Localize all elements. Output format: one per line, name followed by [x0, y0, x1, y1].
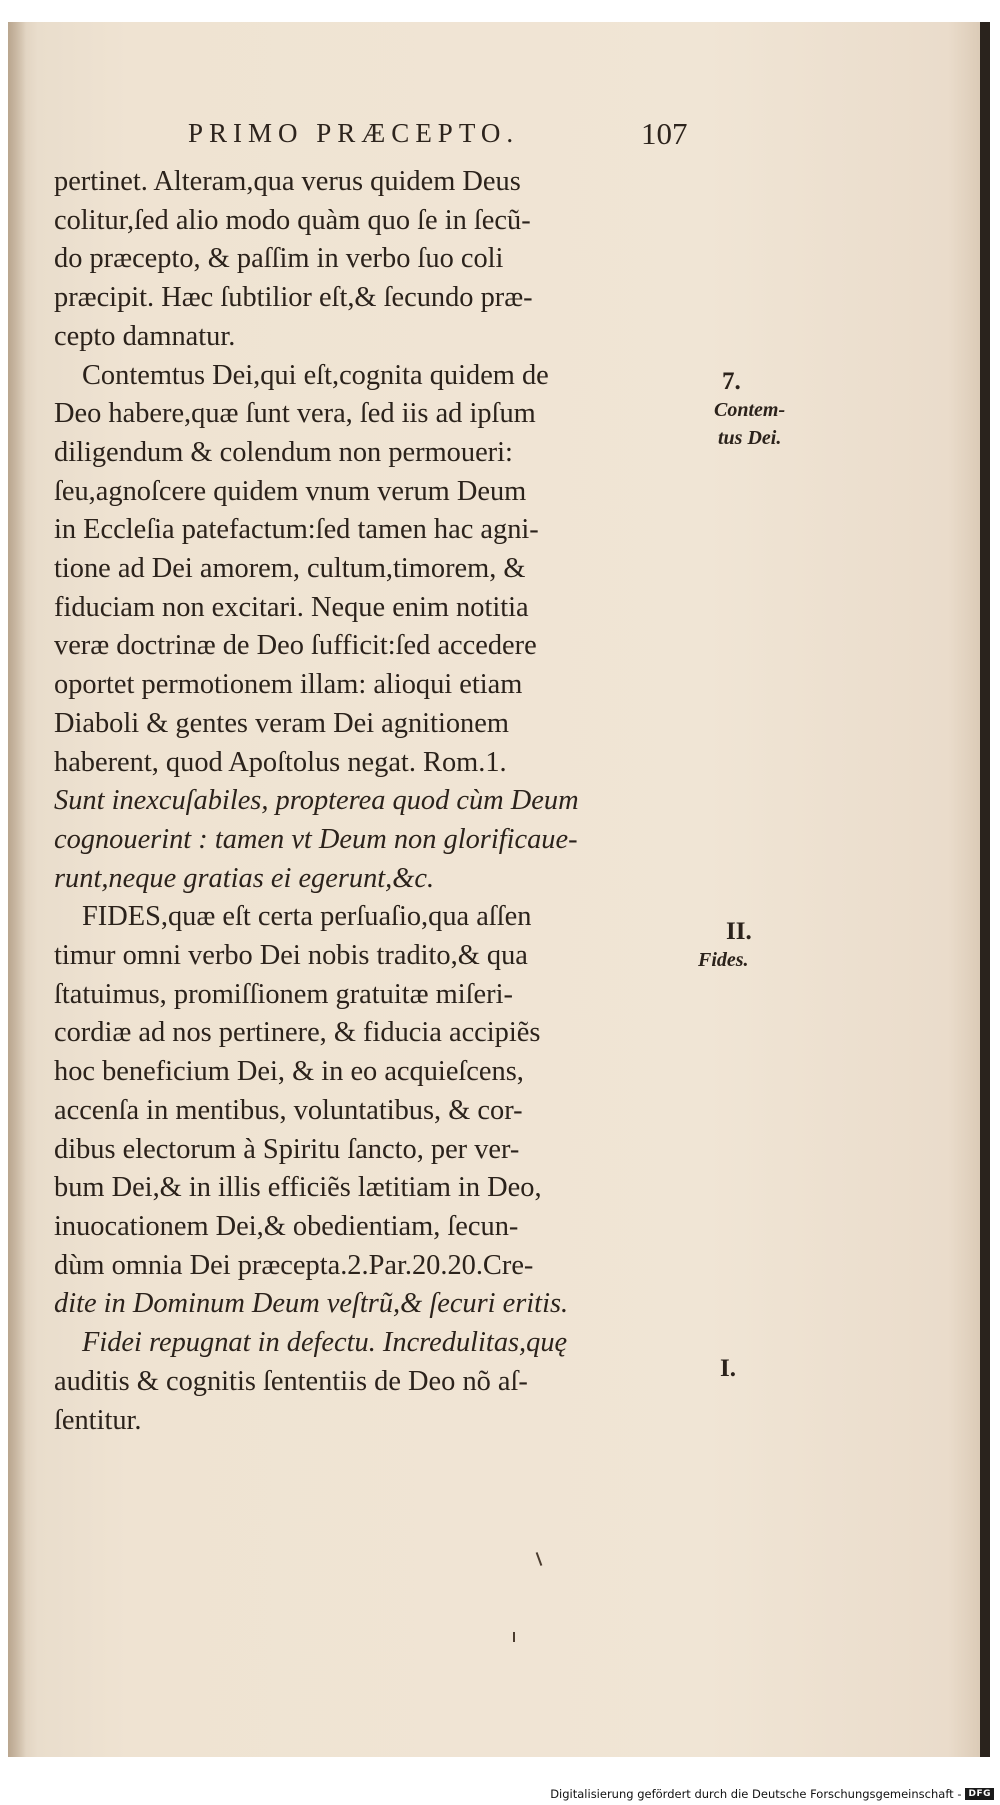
text-line: in Eccleſia patefactum:ſed tamen hac agni- — [54, 514, 539, 546]
text-line: colitur,ſed alio modo quàm quo ſe in ſecũ- — [54, 204, 531, 236]
text-line: veræ doctrinæ de Deo ſufficit:ſed accedere — [54, 630, 537, 662]
margin-note-label: tus Dei. — [718, 427, 782, 449]
scripture-quote-line: Sunt inexcuſabiles, propterea quod cùm Deum — [54, 785, 579, 817]
scripture-quote-line: runt,neque gratias ei egerunt,&c. — [54, 862, 435, 894]
text-line: oportet permotionem illam: alioqui etiam — [54, 669, 523, 701]
margin-note-fides — [698, 918, 752, 974]
text-line: dùm omnia Dei præcepta.2.Par.20.20.Cre- — [54, 1249, 534, 1281]
text-line: pertinet. Alteram,qua verus quidem Deus — [54, 166, 521, 197]
footer-credit: Digitalisierung gefördert durch die Deutsche Forschungsgemeinschaft - — [550, 1787, 962, 1801]
scripture-quote-line: dite in Dominum Deum veſtrũ,& ſecuri eritis. — [54, 1288, 569, 1320]
paper-speck — [513, 1632, 515, 1642]
text-line: fiduciam non excitari. Neque enim notitia — [54, 591, 529, 623]
dfg-logo-icon: DFG — [965, 1788, 994, 1800]
margin-note-number: 7. — [722, 368, 741, 395]
text-line: bum Dei,& in illis efficiẽs lætitiam in Deo, — [54, 1172, 542, 1204]
gutter-shadow — [8, 22, 26, 1757]
text-line: Contemtus Dei,qui eſt,cognita quidem de — [82, 359, 549, 391]
text-line: Diaboli & gentes veram Dei agnitionem — [54, 707, 509, 739]
text-line: ſeu,agnoſcere quidem vnum verum Deum — [54, 475, 527, 507]
text-line: diligendum & colendum non permoueri: — [54, 436, 513, 468]
text-line: cordiæ ad nos pertinere, & fiducia accipiẽs — [54, 1017, 541, 1049]
text-line: cepto damnatur. — [54, 320, 236, 352]
margin-note-incredulitas — [720, 1355, 736, 1383]
running-head-title: PRIMO PRÆCEPTO. — [188, 118, 520, 148]
digitization-footer — [550, 1787, 994, 1801]
text-line: ſentitur. — [54, 1404, 142, 1436]
body-text — [54, 163, 694, 1440]
margin-note-number: II. — [726, 918, 752, 945]
text-line: accenſa in mentibus, voluntatibus, & cor- — [54, 1094, 523, 1126]
text-line: præcipit. Hæc ſubtilior eſt,& ſecundo præ- — [54, 282, 533, 314]
book-page — [8, 22, 990, 1757]
margin-note-contemtus — [714, 368, 785, 452]
text-line: dibus electorum à Spiritu ſancto, per ver- — [54, 1133, 520, 1165]
text-line: ſtatuimus, promiſſionem gratuitæ miſeri- — [54, 978, 513, 1010]
text-line: timur omni verbo Dei nobis tradito,& qua — [54, 940, 528, 972]
text-line: inuocationem Dei,& obedientiam, ſecun- — [54, 1210, 519, 1242]
margin-note-label: Contem- — [714, 399, 786, 421]
text-line: haberent, quod Apoſtolus negat. Rom.1. — [54, 746, 507, 778]
page-number: 107 — [641, 116, 688, 151]
scripture-quote-line: cognouerint : tamen vt Deum non glorificaue- — [54, 823, 578, 855]
margin-note-number: I. — [720, 1355, 736, 1382]
paper-speck — [536, 1552, 543, 1566]
text-line: FIDES,quæ eſt certa perſuaſio,qua aſſen — [82, 901, 532, 933]
text-line: Deo habere,quæ ſunt vera, ſed iis ad ipſum — [54, 398, 536, 430]
text-line: Fidei repugnat in defectu. Incredulitas,quę — [82, 1327, 568, 1359]
text-line: do præcepto, & paſſim in verbo ſuo coli — [54, 243, 504, 275]
text-line: auditis & cognitis ſententiis de Deo nõ aſ- — [54, 1365, 528, 1397]
text-line: tione ad Dei amorem, cultum,timorem, & — [54, 553, 526, 585]
margin-note-label: Fides. — [698, 949, 749, 971]
text-line: hoc beneficium Dei, & in eo acquieſcens, — [54, 1056, 524, 1088]
